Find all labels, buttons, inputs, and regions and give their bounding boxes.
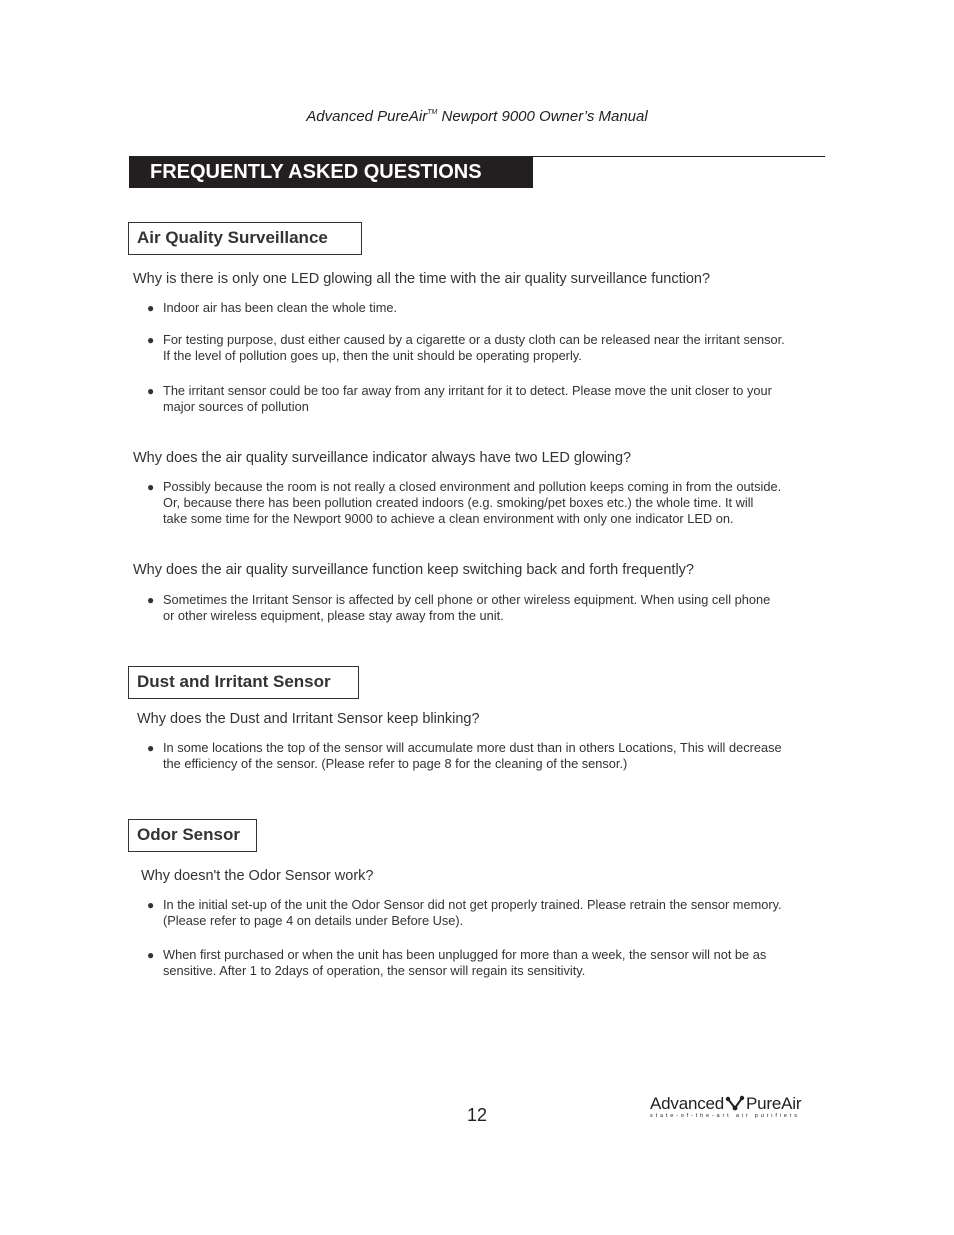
bullet-icon: ● bbox=[147, 301, 155, 315]
bullet-icon: ● bbox=[147, 480, 155, 494]
bullet-icon: ● bbox=[147, 898, 155, 912]
logo-text-right: PureAir bbox=[746, 1094, 802, 1113]
list-item: ● For testing purpose, dust either caused by a cigarette or a dusty cloth can be released near the irritant sensor. If the level of pollution goes up, then the unit should be operating properly. bbox=[147, 332, 785, 363]
logo-tagline: state-of-the-art air purifiers bbox=[650, 1113, 800, 1119]
list-item: ● The irritant sensor could be too far away from any irritant for it to detect. Please move the unit closer to your major sources of pollution bbox=[147, 383, 772, 414]
section-title-air-quality: Air Quality Surveillance bbox=[128, 222, 362, 255]
question-switching: Why does the air quality surveillance function keep switching back and forth frequently? bbox=[133, 562, 694, 578]
question-one-led: Why is there is only one LED glowing all the time with the air quality surveillance function? bbox=[133, 271, 711, 287]
question-two-led: Why does the air quality surveillance indicator always have two LED glowing? bbox=[133, 450, 632, 466]
list-item: ● Sometimes the Irritant Sensor is affected by cell phone or other wireless equipment. When using cell phone or other wireless equipment, please stay away from the unit. bbox=[147, 592, 771, 623]
section-title-odor-sensor: Odor Sensor bbox=[128, 819, 257, 852]
bullet-icon: ● bbox=[147, 384, 155, 398]
list-item: ● In some locations the top of the sensor will accumulate more dust than in others Locations, This will decrease the efficiency of the sensor. (Please refer to page 8 for the cleaning of the sensor.) bbox=[147, 740, 782, 771]
list-item: ● When first purchased or when the unit has been unplugged for more than a week, the sensor will not be as sensitive. After 1 to 2days of operation, the sensor will regain its sensitivity. bbox=[147, 947, 767, 978]
bullet-icon: ● bbox=[147, 741, 155, 755]
faq-banner: FREQUENTLY ASKED QUESTIONS bbox=[129, 157, 533, 188]
bullet-icon: ● bbox=[147, 593, 155, 607]
list-item: ● In the initial set-up of the unit the Odor Sensor did not get properly trained. Please retrain the sensor memory. (Please refer to page 4 on details under Before Use). bbox=[147, 897, 782, 928]
question-dust-blinking: Why does the Dust and Irritant Sensor keep blinking? bbox=[137, 711, 480, 727]
list-item: ● Possibly because the room is not really a closed environment and pollution keeps coming in from the outside. Or, because there has been pollution created indoors (e.g. smoking/pet boxes etc.) the whole time. It will take some time for the Newport 9000 to achieve a clean environment with only one indicator LED on. bbox=[147, 479, 782, 526]
brand-logo bbox=[650, 1094, 826, 1119]
bullet-icon: ● bbox=[147, 333, 155, 347]
manual-title: Advanced PureAir™ Newport 9000 Owner’s Manual bbox=[306, 108, 648, 125]
page-number: 12 bbox=[467, 1105, 488, 1125]
bullet-icon: ● bbox=[147, 948, 155, 962]
section-title-dust-sensor: Dust and Irritant Sensor bbox=[128, 666, 359, 699]
logo-text-left: Advanced bbox=[650, 1094, 725, 1113]
list-item: ● Indoor air has been clean the whole time. bbox=[147, 300, 398, 315]
question-odor-not-working: Why doesn't the Odor Sensor work? bbox=[141, 868, 374, 884]
molecule-icon bbox=[725, 1095, 745, 1111]
